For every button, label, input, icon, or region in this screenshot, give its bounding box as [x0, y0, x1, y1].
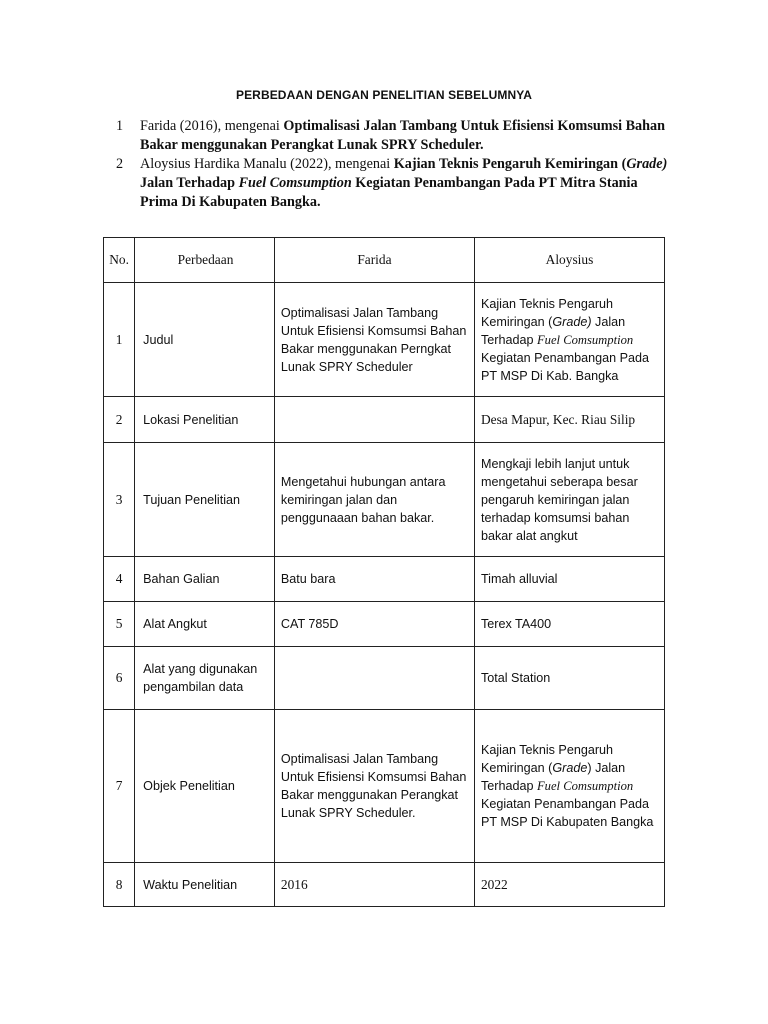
cell-text: ) Jalan Terhadap — [480, 761, 626, 793]
reference-title-part: Jalan Terhadap — [140, 175, 239, 191]
header-aloysius: Aloysius — [474, 238, 664, 283]
reference-title-italic: Grade) — [626, 156, 668, 172]
reference-author: Aloysius Hardika Manalu (2022), mengenai — [140, 156, 394, 172]
cell-text: Jalan Terhadap — [480, 314, 626, 347]
row-aloysius: Mengkaji lebih lanjut untuk mengetahui seberapa besar pengaruh kemiringan jalan terhadap komsumsi bahan bakar alat angkut — [474, 443, 664, 557]
row-farida — [274, 647, 474, 710]
reference-title-part: Kegiatan Penambangan Pada PT Mitra Stania Prima Di Kabupaten Bangka. — [140, 175, 638, 210]
row-perbedaan: Judul — [135, 283, 275, 397]
row-aloysius: Timah alluvial — [474, 557, 664, 602]
cell-text: Kegiatan Penambangan Pada PT MSP Di Kab. Bangka — [480, 350, 650, 383]
reference-title: Optimalisasi Jalan Tambang Untuk Efisiensi Komsumsi Bahan Bakar menggunakan Perangkat Lunak SPRY Scheduler. — [140, 118, 666, 153]
reference-list — [116, 117, 676, 212]
row-no: 5 — [104, 602, 135, 647]
table-row — [104, 602, 665, 647]
row-farida: Optimalisasi Jalan Tambang Untuk Efisiensi Komsumsi Bahan Bakar menggunakan Perngkat Lunak SPRY Scheduler — [274, 283, 474, 397]
row-no: 6 — [104, 647, 135, 710]
table-row — [104, 710, 665, 863]
table-row — [104, 557, 665, 602]
reference-title-italic: Fuel Comsumption — [238, 175, 352, 191]
row-no: 2 — [104, 397, 135, 443]
table-row — [104, 443, 665, 557]
row-no: 4 — [104, 557, 135, 602]
row-no: 3 — [104, 443, 135, 557]
cell-text: Kajian Teknis Pengaruh Kemiringan ( — [480, 296, 614, 329]
row-perbedaan: Waktu Penelitian — [135, 863, 275, 907]
row-aloysius: Desa Mapur, Kec. Riau Silip — [474, 397, 664, 443]
cell-text: Kajian Teknis Pengaruh Kemiringan ( — [480, 743, 614, 775]
row-perbedaan: Objek Penelitian — [135, 710, 275, 863]
row-perbedaan: Alat yang digunakan pengambilan data — [135, 647, 275, 710]
row-farida: Optimalisasi Jalan Tambang Untuk Efisiensi Komsumsi Bahan Bakar menggunakan Perangkat Lunak SPRY Scheduler. — [274, 710, 474, 863]
row-no: 7 — [104, 710, 135, 863]
table-row — [104, 283, 665, 397]
row-farida: 2016 — [274, 863, 474, 907]
reference-number: 1 — [116, 118, 124, 134]
header-farida: Farida — [274, 238, 474, 283]
row-no: 1 — [104, 283, 135, 397]
cell-text: Kegiatan Penambangan Pada PT MSP Di Kabupaten Bangka — [480, 797, 654, 829]
row-aloysius: Total Station — [474, 647, 664, 710]
row-farida: Batu bara — [274, 557, 474, 602]
row-perbedaan: Bahan Galian — [135, 557, 275, 602]
table-row — [104, 397, 665, 443]
reference-number: 2 — [116, 156, 124, 172]
row-perbedaan: Lokasi Penelitian — [135, 397, 275, 443]
row-aloysius — [474, 710, 664, 863]
cell-italic: Grade — [552, 761, 588, 775]
reference-author: Farida (2016), mengenai — [140, 118, 284, 134]
header-no: No. — [104, 238, 135, 283]
row-no: 8 — [104, 863, 135, 907]
row-farida — [274, 397, 474, 443]
table-header-row — [104, 238, 665, 283]
row-aloysius: Terex TA400 — [474, 602, 664, 647]
row-aloysius: 2022 — [474, 863, 664, 907]
cell-italic: Fuel Comsumption — [536, 332, 634, 347]
row-perbedaan: Tujuan Penelitian — [135, 443, 275, 557]
comparison-table — [103, 237, 665, 907]
reference-item — [116, 117, 676, 155]
row-farida: CAT 785D — [274, 602, 474, 647]
header-perbedaan: Perbedaan — [135, 238, 275, 283]
cell-italic: Fuel Comsumption — [536, 779, 634, 793]
row-farida: Mengetahui hubungan antara kemiringan jalan dan penggunaaan bahan bakar. — [274, 443, 474, 557]
table-row — [104, 647, 665, 710]
reference-item — [116, 155, 676, 212]
cell-italic: Grade) — [552, 314, 592, 329]
row-aloysius — [474, 283, 664, 397]
table-row — [104, 863, 665, 907]
reference-title-part: Kajian Teknis Pengaruh Kemiringan ( — [393, 156, 627, 172]
row-perbedaan: Alat Angkut — [135, 602, 275, 647]
document-title: PERBEDAAN DENGAN PENELITIAN SEBELUMNYA — [235, 88, 533, 102]
